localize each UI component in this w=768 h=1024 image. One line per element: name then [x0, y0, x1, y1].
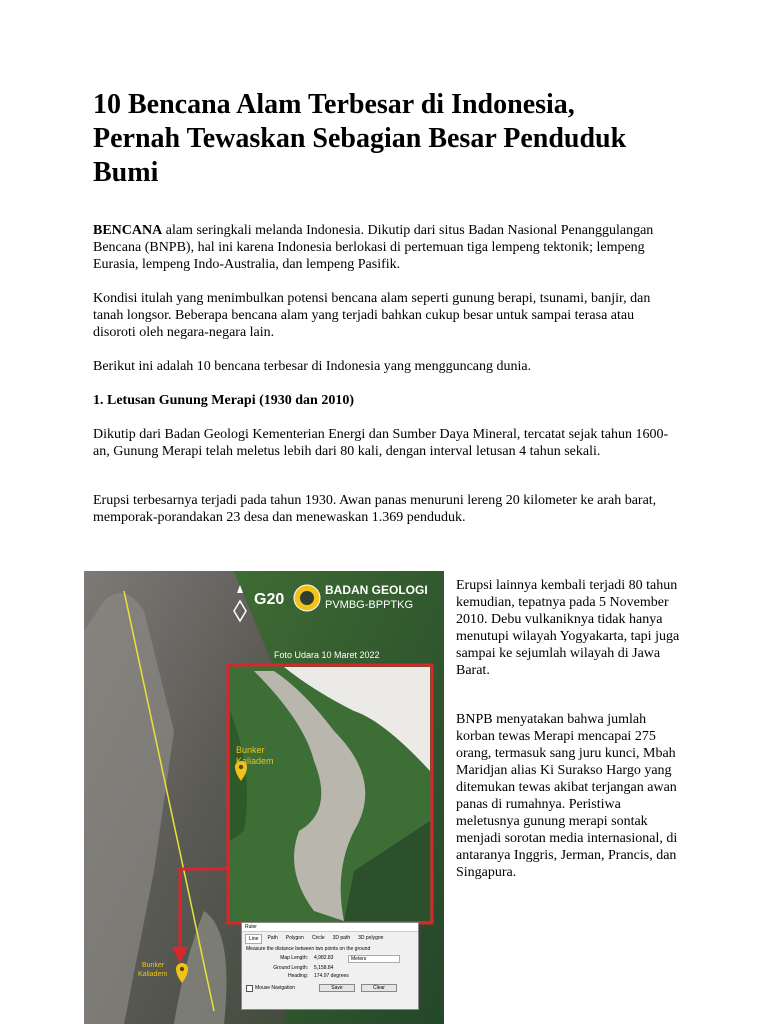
side-paragraph-2: BNPB menyatakan bahwa jumlah korban tewas Merapi mencapai 275 orang, termasuk sang juru kunci, Mbah Maridjan alias Ki Surakso Hargo yang ditemukan tewas akibat terjangan awan panas di rumahnya. Peristiwa meletusnya gunung merapi sontak menjadi sorotan media internasional, di antaranya Inggris, Jerman, Prancis, dan Singapura. — [456, 712, 678, 880]
ruler-dialog-title: Ruler — [242, 923, 418, 932]
heading-value: 174.97 degrees — [314, 973, 349, 979]
ruler-instruction: Measure the distance between two points on the ground — [246, 946, 371, 952]
marker-label: Bunker — [236, 745, 265, 755]
ruler-tabs — [242, 932, 418, 944]
section-heading-merapi: 1. Letusan Gunung Merapi (1930 dan 2010) — [93, 393, 354, 408]
article-title: 10 Bencana Alam Terbesar di Indonesia, Pernah Tewaskan Sebagian Besar Penduduk Bumi — [93, 89, 627, 188]
marker-label: Kaliadem — [138, 971, 168, 978]
unit-select[interactable]: Meters — [348, 955, 400, 963]
ruler-tab-polygon[interactable]: Polygon — [285, 935, 304, 941]
photo-caption: Foto Udara 10 Maret 2022 — [274, 650, 380, 660]
ruler-tab-path[interactable]: Path — [267, 935, 278, 941]
paragraph-2: Kondisi itulah yang menimbulkan potensi bencana alam seperti gunung berapi, tsunami, banjir, dan tanah longsor. Beberapa bencana alam yang terjadi bahkan cukup besar untuk sampai terasa atau disoroti oleh negara-negara lain. — [93, 291, 651, 340]
clear-button[interactable]: Clear — [361, 984, 397, 992]
ruler-tab-circle[interactable]: Circle — [311, 935, 325, 941]
mouse-nav-label: Mouse Navigation — [255, 985, 296, 991]
ruler-dialog — [241, 922, 419, 1010]
marker-label: Kaliadem — [236, 756, 274, 766]
paragraph-4: Dikutip dari Badan Geologi Kementerian Energi dan Sumber Daya Mineral, tercatat sejak tahun 1600-an, Gunung Merapi telah meletus lebih dari 80 kali, dengan interval letusan 4 tahun sekali. — [93, 427, 669, 459]
save-button[interactable]: Save — [319, 984, 355, 992]
paragraph-5: Erupsi terbesarnya terjadi pada tahun 1930. Awan panas menuruni lereng 20 kilometer ke arah barat, memporak-porandakan 23 desa dan menewaskan 1.369 penduduk. — [93, 493, 657, 525]
ruler-row-map-length — [242, 954, 418, 964]
side-paragraph-1: Erupsi lainnya kembali terjadi 80 tahun kemudian, tepatnya pada 5 November 2010. Debu vulkaniknya tidak hanya menutupi wilayah Yogyakarta, tapi juga sampai ke sejumlah wilayah di Jawa Barat. — [456, 578, 680, 678]
org-name: BADAN GEOLOGI — [325, 583, 428, 597]
org-subtitle: PVMBG-BPPTKG — [325, 599, 414, 611]
intro-text: alam seringkali melanda Indonesia. Dikutip dari situs Badan Nasional Penanggulangan Bencana (BNPB), hal ini karena Indonesia berlokasi di pertemuan tiga lempeng tektonik; lempeng Eurasia, lempeng Indo-Australia, dan lempeng Pasifik. — [93, 223, 654, 272]
paragraph-intro — [93, 222, 673, 273]
merapi-aerial-photo — [84, 571, 444, 1024]
ruler-row-heading — [242, 972, 418, 980]
ground-length-label: Ground Length: — [273, 965, 308, 971]
badan-geologi-emblem-icon — [294, 585, 320, 611]
heading-label: Heading: — [287, 973, 308, 979]
paragraph-3: Berikut ini adalah 10 bencana terbesar di Indonesia yang mengguncang dunia. — [93, 359, 532, 374]
marker-label: Bunker — [142, 962, 165, 969]
ruler-row-ground-length — [242, 964, 418, 972]
g20-logo-text: G20 — [254, 591, 285, 608]
ruler-tab-3d-polygon[interactable]: 3D polygon — [358, 935, 384, 941]
ground-length-value: 5,158.84 — [314, 965, 334, 971]
ruler-footer — [242, 980, 418, 992]
ruler-tab-line[interactable]: Line — [245, 934, 262, 944]
mouse-nav-checkbox[interactable] — [246, 985, 253, 992]
map-length-label: Map Length: — [280, 955, 308, 961]
ruler-tab-3d-path[interactable]: 3D path — [332, 935, 351, 941]
lead-word: BENCANA — [93, 223, 163, 238]
map-length-value: 4,982.83 — [314, 955, 334, 961]
